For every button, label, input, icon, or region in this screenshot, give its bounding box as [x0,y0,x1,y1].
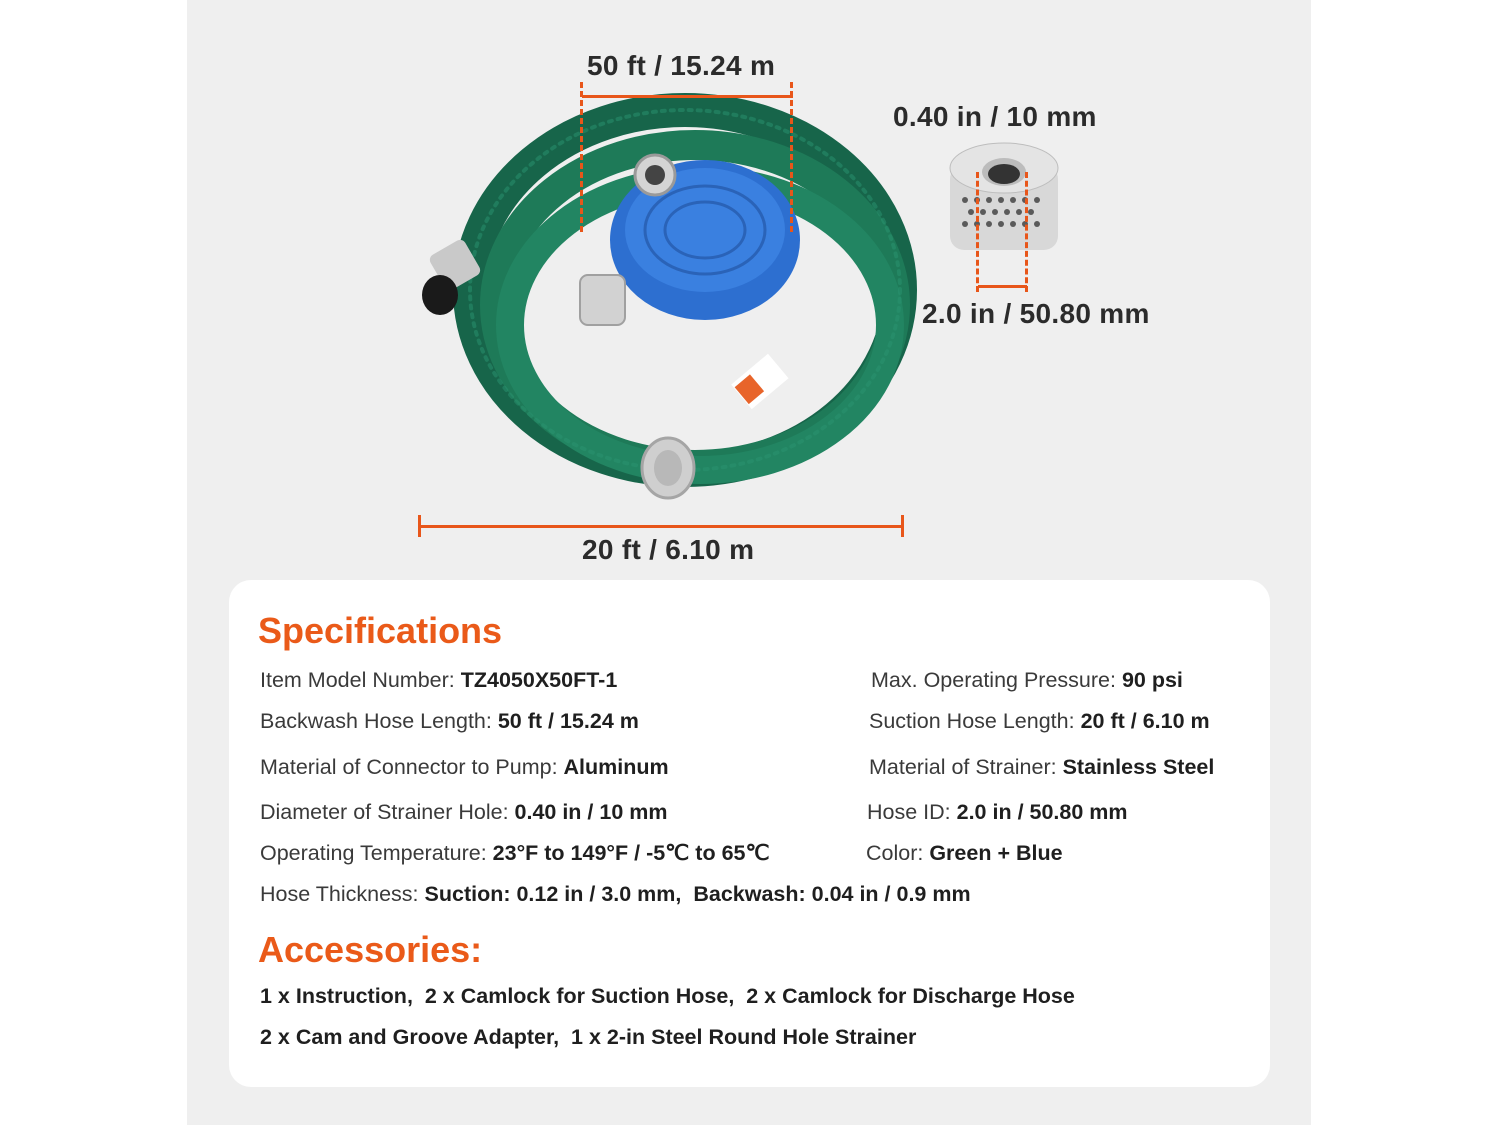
suction-dim-right-tick [901,515,904,537]
strainer-dim-right-dash [1025,172,1028,292]
spec-strainer-hole: Diameter of Strainer Hole: 0.40 in / 10 mm [260,800,668,824]
backwash-dim-right-dash [790,82,793,232]
spec-backwash-length: Backwash Hose Length: 50 ft / 15.24 m [260,709,639,733]
backwash-length-label: 50 ft / 15.24 m [587,50,776,81]
spec-model-number: Item Model Number: TZ4050X50FT-1 [260,668,618,692]
spec-connector-material: Material of Connector to Pump: Aluminum [260,755,669,779]
accessories-line-2: 2 x Cam and Groove Adapter, 1 x 2-in Steel Round Hole Strainer [260,1025,917,1049]
accessories-line-1: 1 x Instruction, 2 x Camlock for Suction Hose, 2 x Camlock for Discharge Hose [260,984,1075,1008]
suction-dim-left-tick [418,515,421,537]
spec-strainer-material: Material of Strainer: Stainless Steel [869,755,1215,779]
spec-hose-id: Hose ID: 2.0 in / 50.80 mm [867,800,1128,824]
specifications-card [229,580,1270,1087]
hose-kit-image [400,90,940,520]
suction-dimension-line [419,525,903,528]
strainer-hole-label: 0.40 in / 10 mm [893,101,1097,132]
specifications-title: Specifications [258,610,503,651]
strainer-dim-left-dash [976,172,979,292]
backwash-dimension-line [582,95,793,98]
backwash-dim-left-dash [580,82,583,232]
spec-suction-length: Suction Hose Length: 20 ft / 6.10 m [869,709,1210,733]
suction-length-label: 20 ft / 6.10 m [582,534,755,565]
strainer-dimension-line [978,285,1027,288]
strainer-image [945,140,1065,260]
spec-hose-thickness: Hose Thickness: Suction: 0.12 in / 3.0 mm, Backwash: 0.04 in / 0.9 mm [260,882,971,906]
spec-color: Color: Green + Blue [866,841,1063,865]
spec-max-pressure: Max. Operating Pressure: 90 psi [871,668,1183,692]
strainer-diameter-label: 2.0 in / 50.80 mm [922,298,1150,329]
accessories-title: Accessories: [258,929,483,970]
spec-operating-temperature: Operating Temperature: 23°F to 149°F / -5℃ to 65℃ [260,841,770,865]
